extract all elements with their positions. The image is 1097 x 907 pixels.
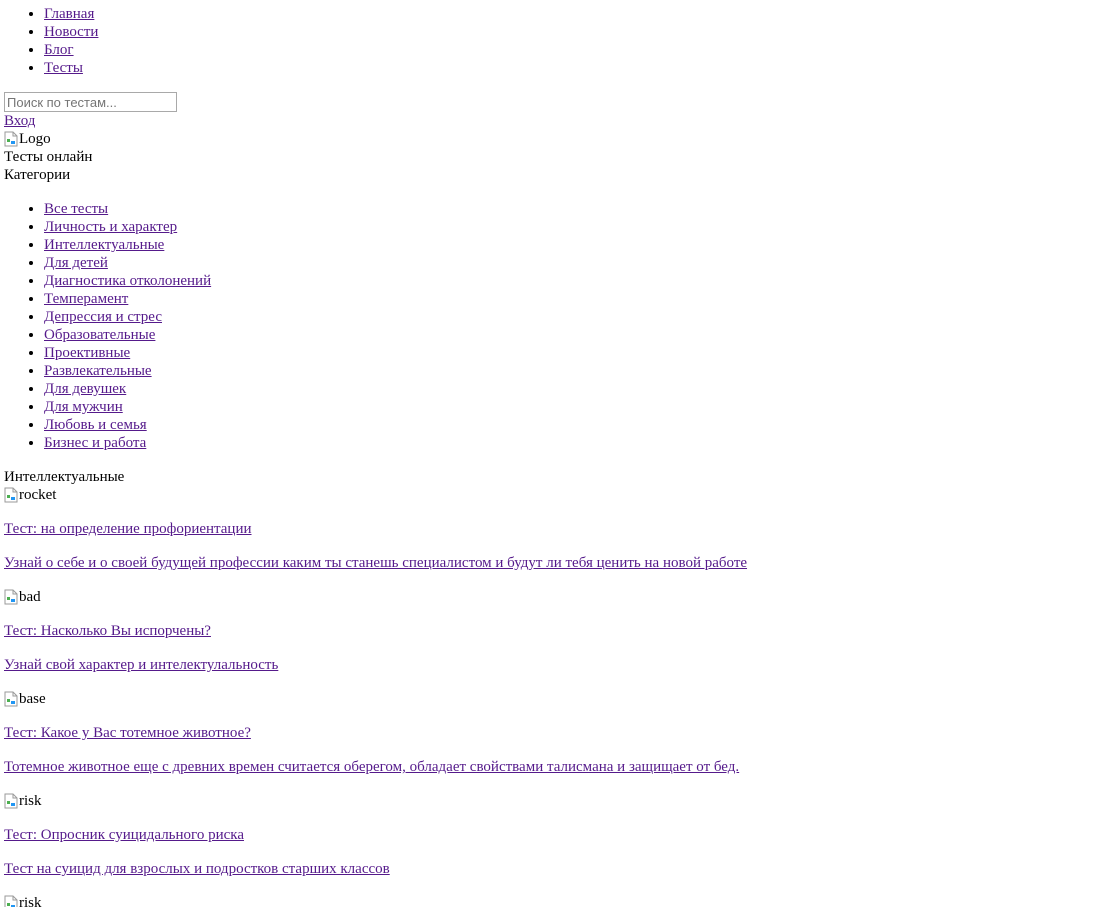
category-item <box>44 200 1093 218</box>
logo-alt-text: Logo <box>19 131 51 147</box>
site-title: Тесты онлайн <box>4 149 93 165</box>
nav-item-news <box>44 23 1093 41</box>
category-link-entertainment[interactable]: Развлекательные <box>44 363 152 379</box>
test-description-link[interactable]: Тест на суицид для взрослых и подростков старших классов <box>4 861 390 877</box>
category-item <box>44 362 1093 380</box>
broken-image-icon <box>4 589 18 605</box>
nav-item-tests <box>44 59 1093 77</box>
nav-link-blog[interactable]: Блог <box>44 42 74 58</box>
nav-item-blog <box>44 41 1093 59</box>
category-item <box>44 308 1093 326</box>
category-item <box>44 434 1093 452</box>
section-title: Интеллектуальные <box>4 469 125 485</box>
test-image-alt: base <box>19 691 46 707</box>
category-item <box>44 290 1093 308</box>
category-item <box>44 416 1093 434</box>
nav-link-tests[interactable]: Тесты <box>44 60 83 76</box>
test-image-alt: risk <box>19 793 42 809</box>
broken-image-icon <box>4 691 18 707</box>
category-link-diagnostics[interactable]: Диагностика отколонений <box>44 273 212 289</box>
test-image[interactable] <box>4 690 1093 708</box>
categories-heading: Категории <box>4 167 71 183</box>
login-link[interactable]: Вход <box>4 113 36 129</box>
category-link-men[interactable]: Для мужчин <box>44 399 123 415</box>
category-item <box>44 326 1093 344</box>
category-link-projective[interactable]: Проективные <box>44 345 131 361</box>
test-description-link[interactable]: Тотемное животное еще с древних времен считается оберегом, обладает свойствами талисмана и защищает от бед. <box>4 759 740 775</box>
test-image-alt: bad <box>19 589 41 605</box>
test-title-link[interactable]: Тест: Какое у Вас тотемное животное? <box>4 725 251 741</box>
broken-image-icon <box>4 131 18 147</box>
category-link-kids[interactable]: Для детей <box>44 255 108 271</box>
category-item <box>44 398 1093 416</box>
category-link-depression[interactable]: Депрессия и стрес <box>44 309 162 325</box>
nav-link-home[interactable]: Главная <box>44 6 95 22</box>
category-link-love[interactable]: Любовь и семья <box>44 417 147 433</box>
broken-image-icon <box>4 487 18 503</box>
test-description-link[interactable]: Узнай о себе и о своей будущей профессии каким ты станешь специалистом и будут ли тебя ценить на новой работе <box>4 555 748 571</box>
test-image[interactable] <box>4 588 1093 606</box>
test-image-alt: rocket <box>19 487 57 503</box>
category-item <box>44 344 1093 362</box>
category-item <box>44 218 1093 236</box>
top-nav <box>4 5 1093 77</box>
nav-link-news[interactable]: Новости <box>44 24 99 40</box>
broken-image-icon <box>4 793 18 809</box>
test-image[interactable] <box>4 486 1093 504</box>
category-item <box>44 380 1093 398</box>
test-image-alt: risk <box>19 895 42 907</box>
category-link-personality[interactable]: Личность и характер <box>44 219 178 235</box>
broken-image-icon <box>4 895 18 907</box>
category-link-education[interactable]: Образовательные <box>44 327 156 343</box>
category-link-girls[interactable]: Для девушек <box>44 381 127 397</box>
categories-list <box>4 200 1093 452</box>
test-title-link[interactable]: Тест: на определение профориентации <box>4 521 252 537</box>
category-link-temperament[interactable]: Темперамент <box>44 291 129 307</box>
test-title-link[interactable]: Тест: Опросник суицидального риска <box>4 827 244 843</box>
test-description-link[interactable]: Узнай свой характер и интелектулальность <box>4 657 279 673</box>
category-link-all[interactable]: Все тесты <box>44 201 109 217</box>
category-item <box>44 272 1093 290</box>
nav-item-home <box>44 5 1093 23</box>
test-title-link[interactable]: Тест: Насколько Вы испорчены? <box>4 623 211 639</box>
logo-image[interactable] <box>4 130 1093 148</box>
category-link-intellectual[interactable]: Интеллектуальные <box>44 237 165 253</box>
search-input[interactable] <box>4 92 177 112</box>
category-item <box>44 254 1093 272</box>
category-link-business[interactable]: Бизнес и работа <box>44 435 147 451</box>
test-image[interactable] <box>4 792 1093 810</box>
test-image[interactable] <box>4 894 1093 907</box>
category-item <box>44 236 1093 254</box>
